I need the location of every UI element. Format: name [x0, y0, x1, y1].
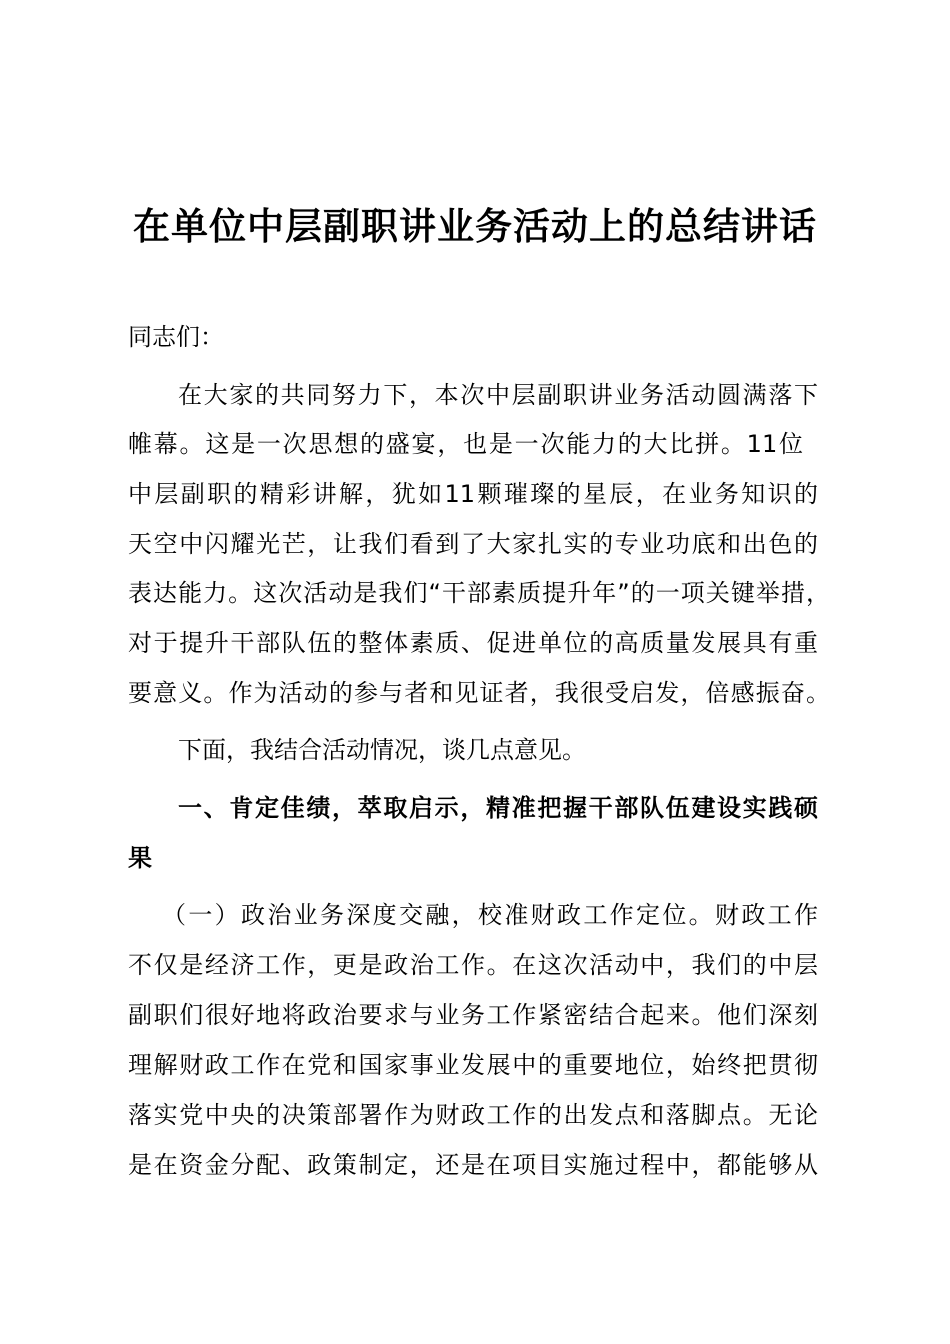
paragraph-line: 不仅是经济工作，更是政治工作。在这次活动中，我们的中层 [128, 951, 818, 979]
paragraph-line: 副职们很好地将政治要求与业务工作紧密结合起来。他们深刻 [128, 1001, 818, 1029]
section-heading: 果 [128, 844, 152, 872]
section-heading: 一、肯定佳绩，萃取启示，精准把握干部队伍建设实践硕 [178, 794, 818, 822]
paragraph-line: 帷幕。这是一次思想的盛宴，也是一次能力的大比拼。11位 [128, 430, 803, 458]
paragraph-line: （一）政治业务深度交融，校准财政工作定位。财政工作 [162, 901, 818, 929]
paragraph-line: 中层副职的精彩讲解，犹如11颗璀璨的星辰，在业务知识的 [128, 480, 818, 508]
paragraph-line: 落实党中央的决策部署作为财政工作的出发点和落脚点。无论 [128, 1101, 818, 1129]
document-title: 在单位中层副职讲业务活动上的总结讲话 [133, 205, 817, 248]
paragraph-line: 要意义。作为活动的参与者和见证者，我很受启发，倍感振奋。 [128, 679, 830, 707]
paragraph-line: 是在资金分配、政策制定，还是在项目实施过程中，都能够从 [128, 1151, 818, 1179]
paragraph-line: 对于提升干部队伍的整体素质、促进单位的高质量发展具有重 [128, 629, 818, 657]
paragraph-line: 在大家的共同努力下，本次中层副职讲业务活动圆满落下 [178, 381, 818, 409]
salutation: 同志们： [128, 323, 224, 351]
paragraph-line: 下面，我结合活动情况，谈几点意见。 [178, 736, 586, 764]
paragraph-line: 表达能力。这次活动是我们“干部素质提升年”的一项关键举措， [128, 579, 830, 607]
paragraph-line: 天空中闪耀光芒，让我们看到了大家扎实的专业功底和出色的 [128, 530, 818, 558]
paragraph-line: 理解财政工作在党和国家事业发展中的重要地位，始终把贯彻 [128, 1051, 818, 1079]
